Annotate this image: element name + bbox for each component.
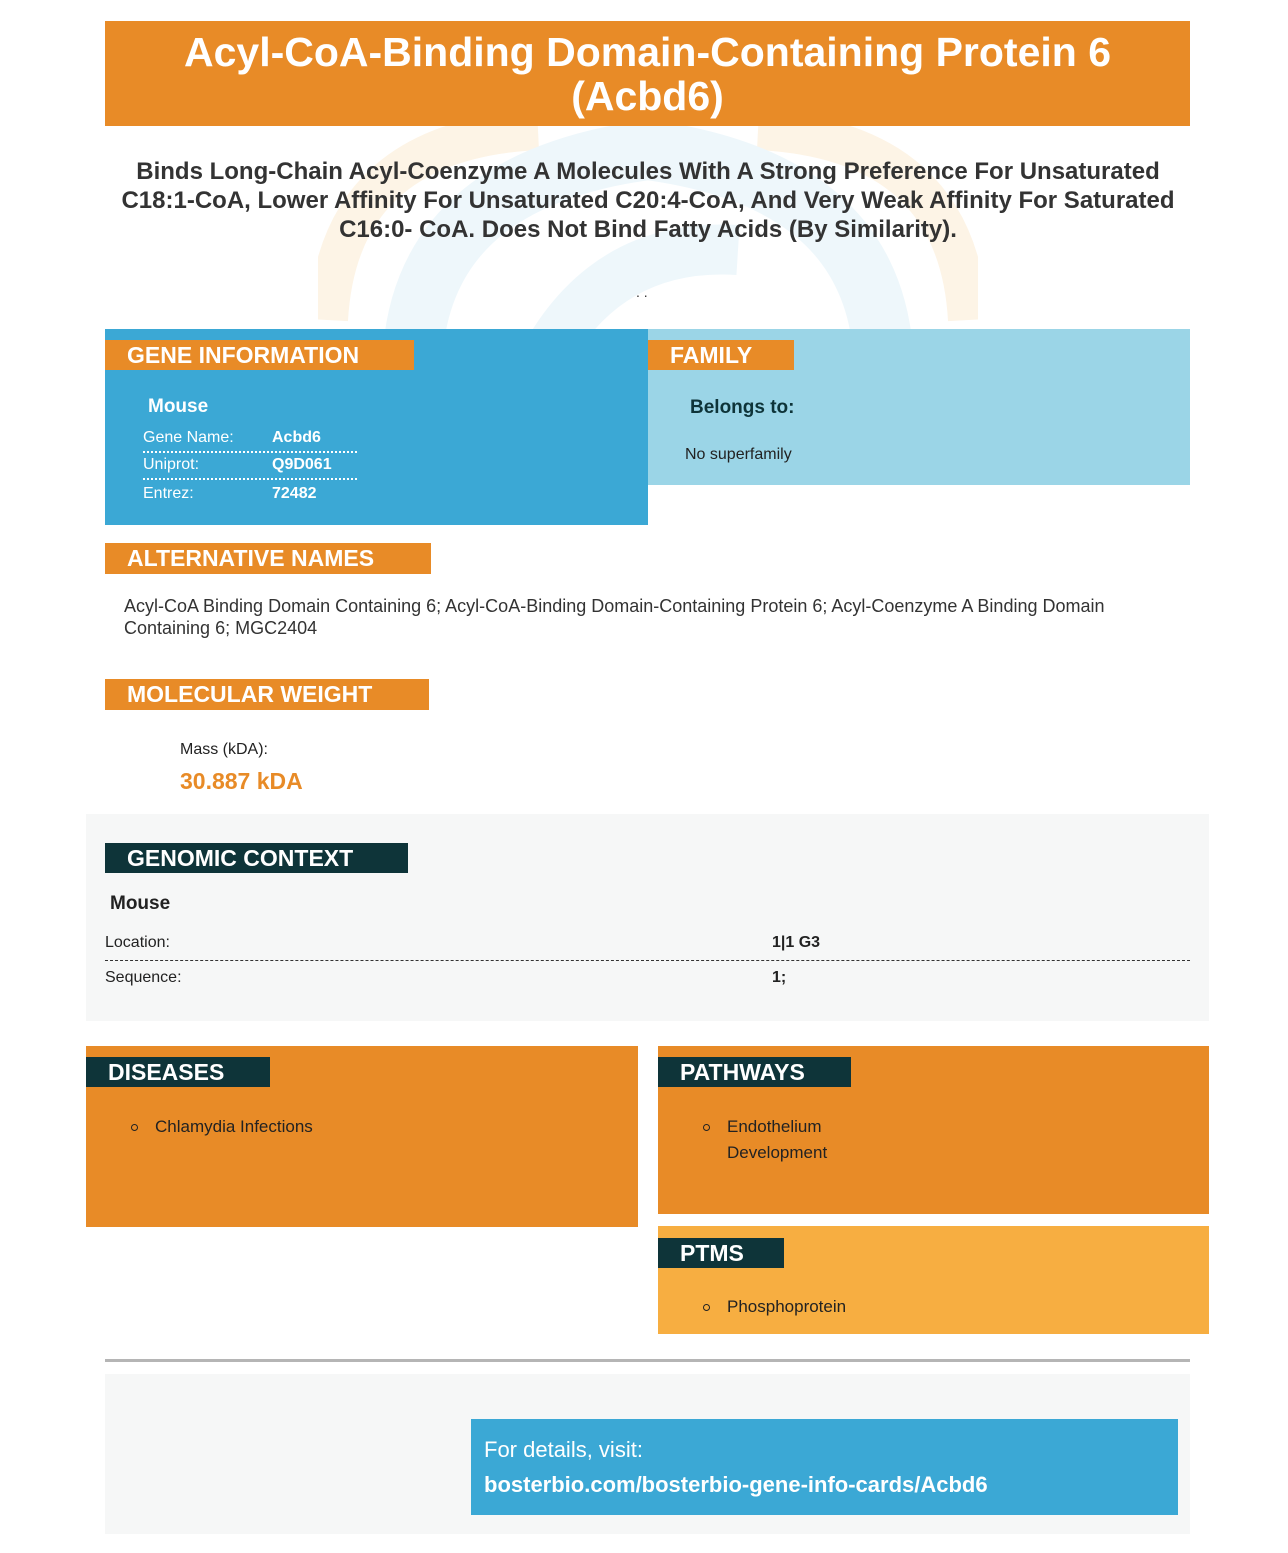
pathway-line-1: Endothelium [727,1117,822,1136]
gene-information-heading: GENE INFORMATION [105,340,414,370]
genomic-context-heading: GENOMIC CONTEXT [105,843,408,873]
gene-information-panel [105,329,648,525]
location-row [105,926,1190,961]
protein-description: Binds Long-Chain Acyl-Coenzyme A Molecules With A Strong Preference For Unsaturated C18:1-CoA, Lower Affinity For Unsaturated C20:4-CoA, And Very Weak Affinity For Saturated C16:0- CoA. Does Not Bind Fatty Acids (By Similarity). [121,158,1175,243]
visit-label: For details, visit: [484,1437,643,1462]
list-item: Phosphoprotein [703,1294,846,1320]
sequence-row [105,961,1190,996]
gene-name-value: Acbd6 [272,428,321,446]
gene-name-label: Gene Name: [143,428,234,446]
gene-species: Mouse [148,396,209,417]
ptms-list [703,1294,846,1320]
gene-info-table [143,425,357,508]
belongs-to-label: Belongs to: [690,397,795,418]
footer [105,1374,1190,1534]
sequence-label: Sequence: [105,969,182,986]
diseases-list [131,1114,313,1140]
list-item: Chlamydia Infections [131,1114,313,1140]
page-title: Acyl-CoA-Binding Domain-Containing Protein 6 (Acbd6) [105,21,1190,126]
location-value: 1|1 G3 [772,934,821,951]
separator-dots: . . [636,284,648,300]
uniprot-label: Uniprot: [143,456,200,474]
family-value: No superfamily [685,446,792,463]
uniprot-row [143,453,357,481]
divider [105,1359,1190,1362]
molecular-weight-heading: MOLECULAR WEIGHT [105,679,429,710]
list-item [703,1114,827,1166]
entrez-label: Entrez: [143,484,194,502]
pathway-line-2: Development [727,1143,828,1162]
sequence-value: 1; [772,969,787,986]
family-panel [648,329,1190,485]
genomic-species: Mouse [110,893,171,914]
alternative-names-text: Acyl-CoA Binding Domain Containing 6; Acyl-CoA-Binding Domain-Containing Protein 6; Acyl-Coenzyme A Binding Domain Containing 6; MGC2404 [124,596,1105,638]
gene-name-row [143,425,357,453]
diseases-heading: DISEASES [86,1057,270,1087]
pathways-panel [658,1046,1209,1214]
location-label: Location: [105,934,170,951]
entrez-value: 72482 [272,484,317,502]
ptms-panel [658,1226,1209,1334]
genomic-context-table [105,926,1190,996]
details-link-box[interactable] [471,1419,1178,1515]
mass-value: 30.887 kDA [180,768,303,794]
diseases-panel [86,1046,638,1227]
ptms-heading: PTMS [658,1238,784,1268]
pathways-list [703,1114,827,1166]
genomic-context-panel [86,814,1209,1021]
entrez-row [143,480,357,508]
pathways-heading: PATHWAYS [658,1057,851,1087]
alternative-names-heading: ALTERNATIVE NAMES [105,543,431,574]
family-heading: FAMILY [648,340,794,370]
details-url-link[interactable]: bosterbio.com/bosterbio-gene-info-cards/Acbd6 [484,1472,988,1497]
uniprot-value: Q9D061 [272,456,332,474]
mass-label: Mass (kDA): [180,741,268,758]
